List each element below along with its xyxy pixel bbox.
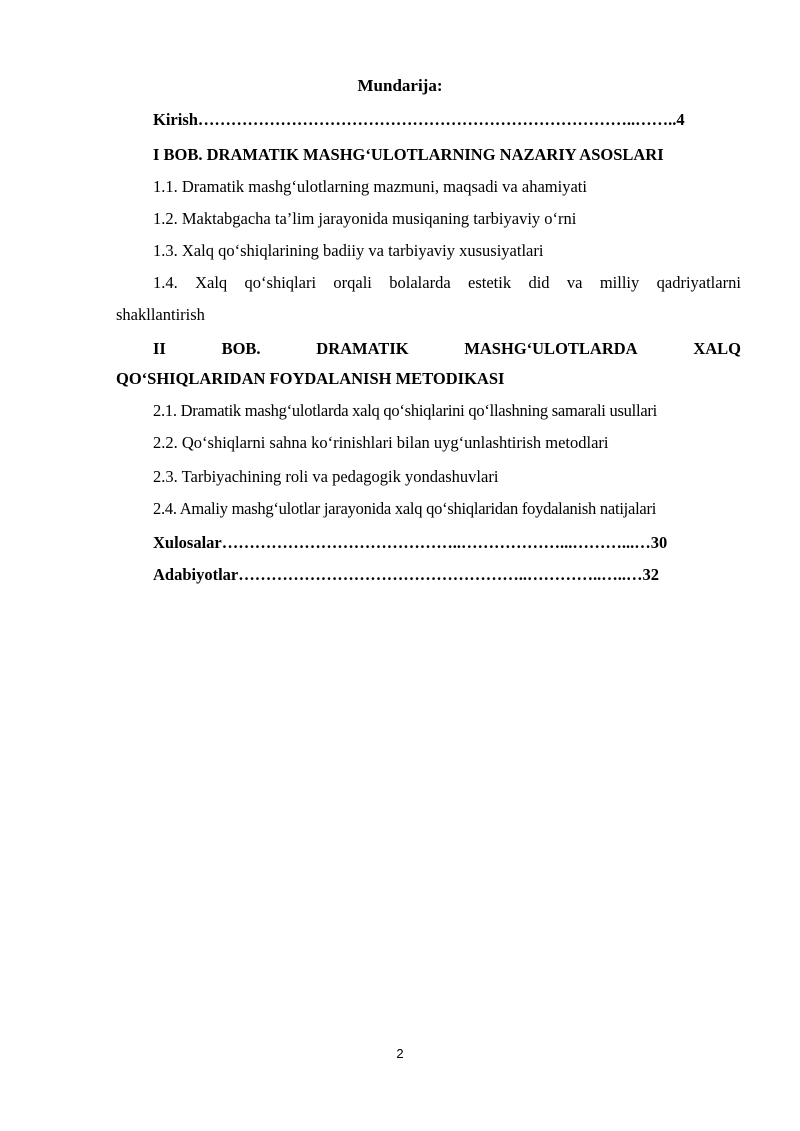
page-number: 2 bbox=[396, 1046, 404, 1061]
toc-chapter-2-word: II bbox=[153, 339, 166, 358]
toc-chapter-2-continuation: QO‘SHIQLARIDAN FOYDALANISH METODIKASI bbox=[116, 369, 505, 388]
toc-section-1-3: 1.3. Xalq qo‘shiqlarining badiiy va tarbiyaviy xususiyatlari bbox=[153, 241, 544, 260]
toc-entry-conclusions: Xulosalar……………………………………..………………...………...…30 bbox=[153, 533, 668, 552]
toc-chapter-2-word: MASHG‘ULOTLARDA bbox=[464, 339, 638, 358]
toc-chapter-2-word: BOB. bbox=[221, 339, 261, 358]
toc-section-1-4-word: bolalarda bbox=[389, 273, 451, 292]
toc-section-1-4-word: 1.4. bbox=[153, 273, 178, 292]
toc-section-1-4-word: orqali bbox=[333, 273, 372, 292]
toc-chapter-1: I BOB. DRAMATIK MASHG‘ULOTLARNING NAZARIY ASOSLARI bbox=[153, 145, 664, 164]
toc-section-1-4-word: milliy bbox=[599, 273, 640, 292]
toc-section-1-4-continuation: shakllantirish bbox=[116, 305, 205, 324]
toc-section-2-4: 2.4. Amaliy mashg‘ulotlar jarayonida xalq qo‘shiqlaridan foydalanish natijalari bbox=[153, 499, 657, 518]
toc-section-1-4-word: Xalq bbox=[195, 273, 228, 292]
toc-section-1-4 bbox=[153, 273, 741, 293]
toc-section-1-4-word: estetik bbox=[468, 273, 512, 292]
toc-chapter-2 bbox=[153, 339, 741, 359]
toc-section-1-4-word: va bbox=[566, 273, 583, 292]
toc-title: Mundarija: bbox=[357, 76, 443, 95]
toc-section-1-4-word: did bbox=[528, 273, 550, 292]
toc-entry-references: Adabiyotlar……………………………………………..…………..…..…32 bbox=[153, 565, 660, 584]
toc-section-2-1: 2.1. Dramatik mashg‘ulotlarda xalq qo‘shiqlarini qo‘llashning samarali usullari bbox=[153, 401, 658, 420]
toc-section-2-2: 2.2. Qo‘shiqlarni sahna ko‘rinishlari bilan uyg‘unlashtirish metodlari bbox=[153, 433, 609, 452]
toc-chapter-2-word: DRAMATIK bbox=[316, 339, 409, 358]
toc-section-1-4-word: qo‘shiqlari bbox=[244, 273, 317, 292]
toc-chapter-2-word: XALQ bbox=[693, 339, 741, 358]
toc-section-2-3: 2.3. Tarbiyachining roli va pedagogik yondashuvlari bbox=[153, 467, 499, 486]
toc-section-1-2: 1.2. Maktabgacha ta’lim jarayonida musiqaning tarbiyaviy o‘rni bbox=[153, 209, 577, 228]
toc-section-1-1: 1.1. Dramatik mashg‘ulotlarning mazmuni, maqsadi va ahamiyati bbox=[153, 177, 587, 196]
toc-section-1-4-word: qadriyatlarni bbox=[656, 273, 741, 292]
toc-entry-intro: Kirish……………………………………………………………………..……..4 bbox=[153, 110, 685, 129]
